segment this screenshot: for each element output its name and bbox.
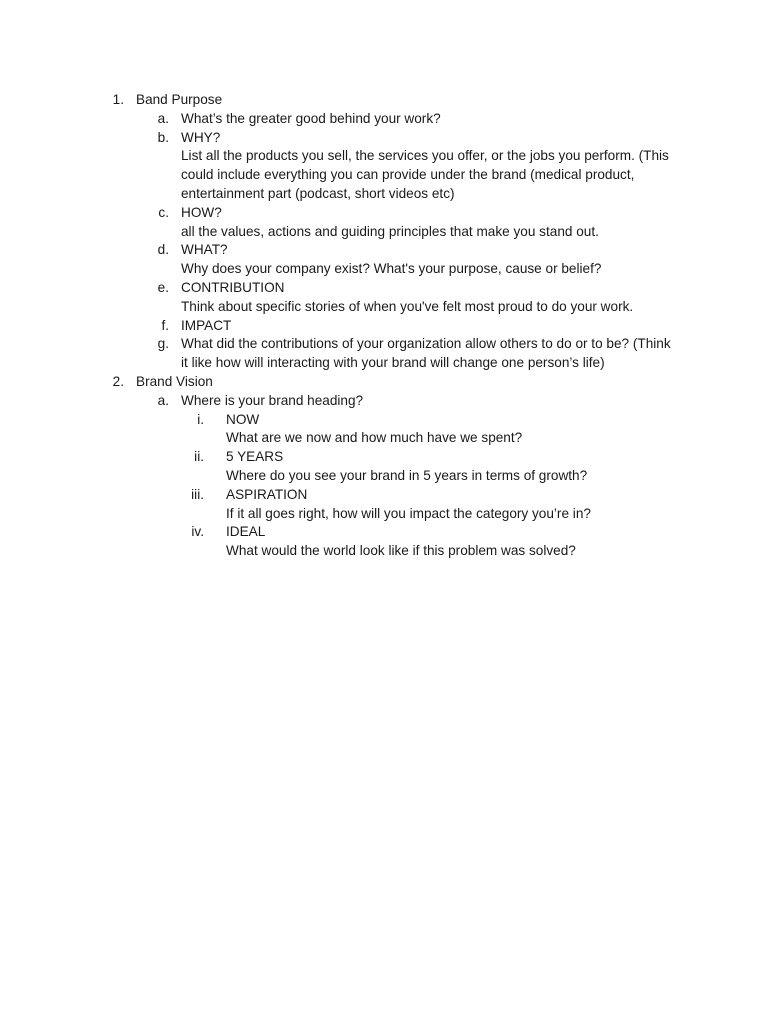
- item-detail: Where do you see your brand in 5 years in terms of growth?: [226, 467, 588, 483]
- list-item: [0, 110, 768, 129]
- list-marker: f.: [161, 317, 169, 333]
- item-title: What’s the greater good behind your work?: [181, 110, 441, 126]
- list-item-5-years: [0, 448, 768, 486]
- item-detail: What are we now and how much have we spent?: [226, 430, 523, 446]
- list-item: [0, 392, 768, 411]
- item-title: WHY?: [181, 129, 221, 145]
- list-marker: c.: [158, 204, 169, 220]
- list-item-impact: [0, 317, 768, 336]
- list-marker: d.: [157, 242, 169, 258]
- list-marker: ii.: [194, 449, 204, 465]
- item-detail: all the values, actions and guiding principles that make you stand out.: [181, 223, 599, 239]
- item-title: HOW?: [181, 204, 222, 220]
- list-item-what: [0, 241, 768, 279]
- section-title: Brand Vision: [136, 373, 213, 389]
- list-marker: a.: [157, 392, 169, 408]
- item-detail: What would the world look like if this problem was solved?: [226, 543, 576, 559]
- section-title: Band Purpose: [136, 92, 223, 107]
- item-title: ASPIRATION: [226, 486, 308, 502]
- item-title: 5 YEARS: [226, 449, 284, 465]
- item-title: NOW: [226, 411, 260, 427]
- list-marker: 2.: [112, 373, 124, 389]
- item-title: What did the contributions of your organization allow others to do or to be? (Think it like how will interacting with your brand will change one person’s life): [181, 336, 671, 371]
- list-marker: iv.: [191, 524, 204, 540]
- list-item-brand-vision: [0, 373, 768, 392]
- list-item-band-purpose: [0, 91, 768, 110]
- list-item-contribution: [0, 279, 768, 317]
- item-title: Where is your brand heading?: [181, 392, 364, 408]
- item-detail: Why does your company exist? What's your purpose, cause or belief?: [181, 261, 602, 277]
- list-marker: 1.: [112, 92, 124, 107]
- item-title: IDEAL: [226, 524, 266, 540]
- list-marker: b.: [157, 129, 169, 145]
- list-marker: g.: [157, 336, 169, 352]
- list-marker: i.: [197, 411, 204, 427]
- document-page: [0, 91, 768, 561]
- item-detail: Think about specific stories of when you've felt most proud to do your work.: [181, 298, 634, 314]
- list-item-now: [0, 411, 768, 449]
- list-marker: iii.: [191, 486, 204, 502]
- item-title: WHAT?: [181, 242, 228, 258]
- list-item-how: [0, 204, 768, 242]
- item-detail: List all the products you sell, the services you offer, or the jobs you perform. (This could include everything you can provide under the brand (medical product, entertainment part (podcast, short videos etc): [181, 148, 669, 201]
- list-item-aspiration: [0, 486, 768, 524]
- item-title: CONTRIBUTION: [181, 279, 285, 295]
- item-detail: If it all goes right, how will you impact the category you’re in?: [226, 505, 591, 521]
- list-marker: a.: [157, 110, 169, 126]
- list-item-why: [0, 129, 768, 204]
- item-title: IMPACT: [181, 317, 232, 333]
- list-item: [0, 335, 768, 373]
- list-marker: e.: [157, 279, 169, 295]
- list-item-ideal: [0, 523, 768, 561]
